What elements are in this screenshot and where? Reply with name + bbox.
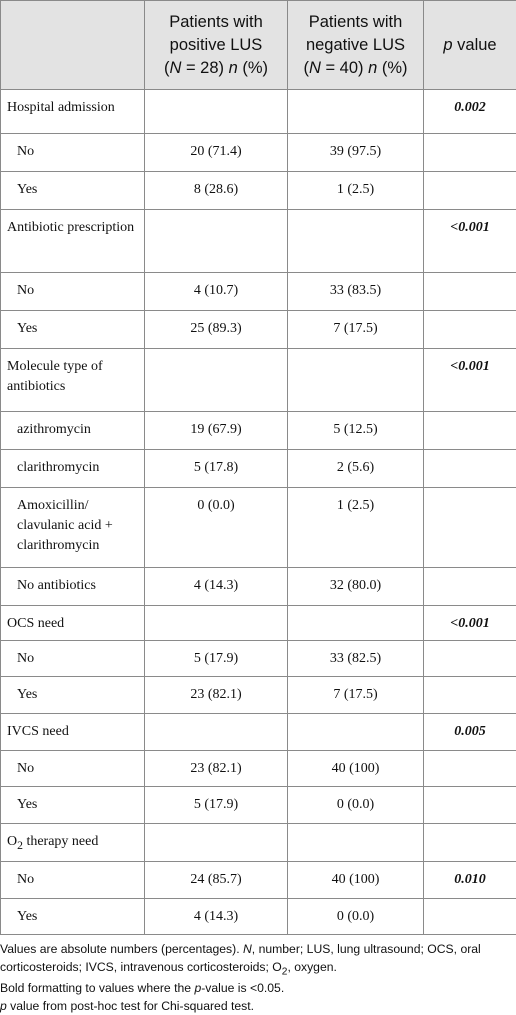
header-negative-n: n: [368, 59, 377, 77]
row-positive: 8 (28.6): [145, 172, 288, 210]
row-label: No: [1, 862, 145, 899]
row-p-value: [424, 273, 516, 311]
row-p-value: 0.002: [424, 90, 516, 134]
row-negative: 7 (17.5): [288, 677, 424, 714]
header-negative-line2: negative LUS: [306, 36, 405, 54]
row-positive: 4 (10.7): [145, 273, 288, 311]
row-label: No: [1, 641, 145, 677]
o2-label-rest: therapy need: [23, 834, 98, 849]
row-label: Yes: [1, 311, 145, 349]
row-label: No antibiotics: [1, 568, 145, 606]
table-row: [1, 899, 516, 935]
row-negative: 33 (82.5): [288, 641, 424, 677]
header-positive-line2: positive LUS: [170, 36, 263, 54]
header-p-value: [424, 1, 516, 90]
row-positive: [145, 90, 288, 134]
row-p-value: [424, 751, 516, 787]
row-p-value: [424, 899, 516, 935]
row-label: No: [1, 751, 145, 787]
table-row: [1, 641, 516, 677]
row-negative: 40 (100): [288, 751, 424, 787]
table-row: [1, 412, 516, 450]
row-p-value: [424, 134, 516, 172]
row-p-value: 0.010: [424, 862, 516, 899]
row-label: IVCS need: [1, 714, 145, 751]
row-p-value: [424, 677, 516, 714]
row-positive: 24 (85.7): [145, 862, 288, 899]
row-positive: 23 (82.1): [145, 751, 288, 787]
table-row: [1, 210, 516, 273]
row-positive: 5 (17.8): [145, 450, 288, 488]
row-p-value: <0.001: [424, 349, 516, 412]
row-label: Antibiotic prescription: [1, 210, 145, 273]
footnote-1b: , number; LUS, lung ultrasound; OCS, oral corticosteroids; IVCS, intravenous corticosteroids; O: [0, 942, 481, 974]
row-negative: [288, 90, 424, 134]
table-row: [1, 787, 516, 824]
row-negative: [288, 606, 424, 641]
footnote-1a: Values are absolute numbers (percentages).: [0, 942, 243, 956]
table-row: [1, 90, 516, 134]
footnote-1n: N: [243, 942, 252, 956]
header-positive-lus: [145, 1, 288, 90]
table-row: [1, 488, 516, 568]
row-label: [1, 824, 145, 862]
table-row: [1, 349, 516, 412]
header-p: p: [443, 36, 452, 54]
row-p-value: [424, 311, 516, 349]
footnote-bold: [0, 980, 516, 998]
row-positive: 4 (14.3): [145, 568, 288, 606]
row-positive: [145, 349, 288, 412]
row-negative: 1 (2.5): [288, 172, 424, 210]
row-positive: 25 (89.3): [145, 311, 288, 349]
table-row: [1, 677, 516, 714]
table-row: [1, 134, 516, 172]
footnote-1c: , oxygen.: [287, 960, 336, 974]
table-row: [1, 824, 516, 862]
row-positive: [145, 714, 288, 751]
table-row: [1, 450, 516, 488]
table-row: [1, 311, 516, 349]
row-positive: 23 (82.1): [145, 677, 288, 714]
row-positive: 19 (67.9): [145, 412, 288, 450]
row-label: Hospital admission: [1, 90, 145, 134]
row-p-value: [424, 787, 516, 824]
table-row: [1, 751, 516, 787]
row-p-value: [424, 568, 516, 606]
table-row: [1, 606, 516, 641]
row-positive: 5 (17.9): [145, 641, 288, 677]
row-label: No: [1, 134, 145, 172]
row-label: Yes: [1, 899, 145, 935]
header-positive-line3a: (: [164, 59, 170, 77]
row-p-value: [424, 450, 516, 488]
row-negative: 0 (0.0): [288, 899, 424, 935]
row-negative: 2 (5.6): [288, 450, 424, 488]
row-p-value: [424, 488, 516, 568]
row-negative: [288, 824, 424, 862]
row-negative: 32 (80.0): [288, 568, 424, 606]
row-positive: 5 (17.9): [145, 787, 288, 824]
row-positive: 20 (71.4): [145, 134, 288, 172]
o2-label-o: O: [7, 834, 17, 849]
row-negative: [288, 349, 424, 412]
header-positive-line3b: = 28): [181, 59, 228, 77]
row-p-value: 0.005: [424, 714, 516, 751]
row-label: Yes: [1, 677, 145, 714]
row-positive: [145, 210, 288, 273]
row-label: Amoxicillin/ clavulanic acid + clarithromycin: [1, 488, 145, 568]
row-p-value: [424, 412, 516, 450]
footnote-1sub: 2: [282, 966, 288, 977]
table-row: [1, 714, 516, 751]
row-negative: 1 (2.5): [288, 488, 424, 568]
table-row: [1, 862, 516, 899]
row-positive: 4 (14.3): [145, 899, 288, 935]
header-positive-line3c: (%): [238, 59, 268, 77]
header-positive-N: N: [169, 59, 181, 77]
row-label: No: [1, 273, 145, 311]
footnote-test: [0, 998, 516, 1015]
row-negative: 33 (83.5): [288, 273, 424, 311]
header-negative-line1: Patients with: [309, 13, 403, 31]
row-p-value: [424, 172, 516, 210]
header-positive-line1: Patients with: [169, 13, 263, 31]
table-row: [1, 172, 516, 210]
row-label: clarithromycin: [1, 450, 145, 488]
row-negative: 5 (12.5): [288, 412, 424, 450]
row-negative: [288, 210, 424, 273]
row-p-value: [424, 824, 516, 862]
table-footnotes: [0, 935, 516, 1015]
row-label: OCS need: [1, 606, 145, 641]
footnote-abbreviations: [0, 941, 516, 980]
row-label: azithromycin: [1, 412, 145, 450]
row-positive: [145, 824, 288, 862]
header-negative-lus: [288, 1, 424, 90]
row-label: Yes: [1, 172, 145, 210]
o2-label-sub: 2: [17, 839, 23, 852]
row-p-value: [424, 641, 516, 677]
footnote-2p: p: [194, 981, 201, 995]
header-row: [1, 1, 516, 90]
footnote-2a: Bold formatting to values where the: [0, 981, 194, 995]
footnote-3b: value from post-hoc test for Chi-squared test.: [7, 999, 254, 1013]
row-label: Molecule type of antibiotics: [1, 349, 145, 412]
row-negative: 40 (100): [288, 862, 424, 899]
header-negative-line3c: (%): [377, 59, 407, 77]
footnote-3p: p: [0, 999, 7, 1013]
header-blank: [1, 1, 145, 90]
row-label: Yes: [1, 787, 145, 824]
row-negative: 0 (0.0): [288, 787, 424, 824]
header-positive-n: n: [229, 59, 238, 77]
row-negative: 39 (97.5): [288, 134, 424, 172]
header-value: value: [453, 36, 497, 54]
row-p-value: <0.001: [424, 210, 516, 273]
table-row: [1, 568, 516, 606]
header-negative-line3a: (: [303, 59, 309, 77]
header-negative-N: N: [309, 59, 321, 77]
footnote-2b: -value is <0.05.: [201, 981, 284, 995]
header-negative-line3b: = 40): [321, 59, 368, 77]
row-p-value: <0.001: [424, 606, 516, 641]
row-negative: [288, 714, 424, 751]
row-positive: [145, 606, 288, 641]
row-negative: 7 (17.5): [288, 311, 424, 349]
table-row: [1, 273, 516, 311]
row-positive: 0 (0.0): [145, 488, 288, 568]
